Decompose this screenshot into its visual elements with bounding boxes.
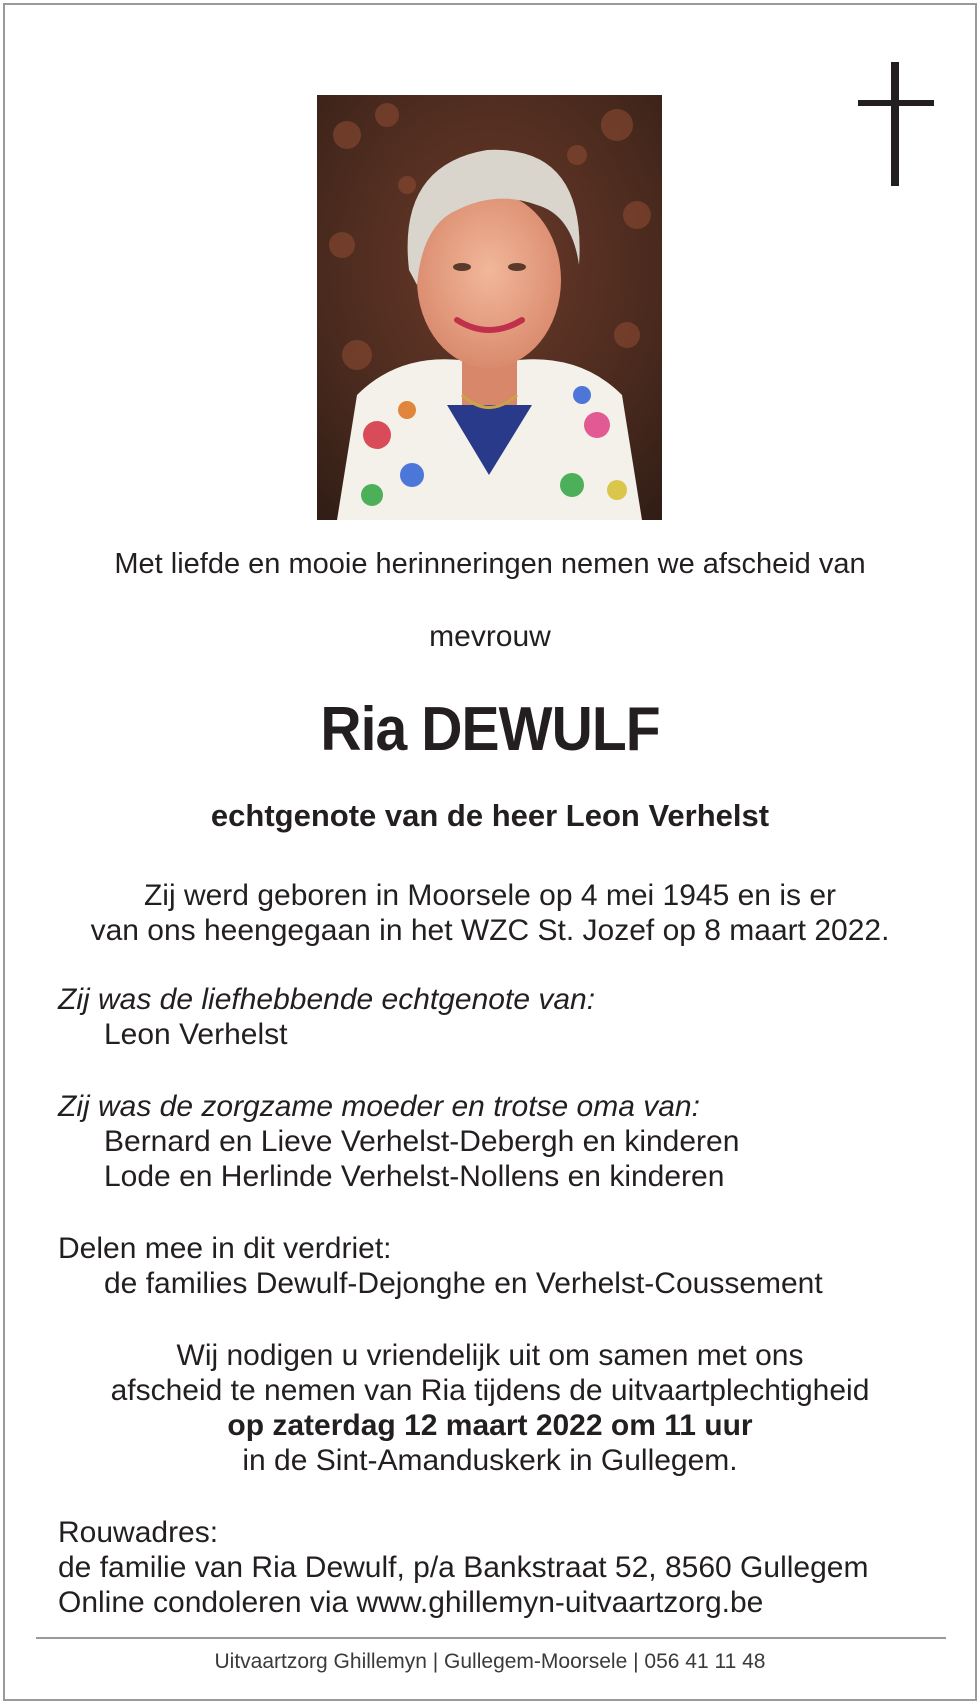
condolence-link[interactable]: Online condoleren via www.ghillemyn-uitvaartzorg.be [58, 1586, 764, 1619]
invitation-line-4: in de Sint-Amanduskerk in Gullegem. [242, 1444, 738, 1477]
funeral-date: op zaterdag 12 maart 2022 om 11 uur [227, 1409, 753, 1442]
children-block [58, 1089, 739, 1194]
deceased-name: Ria DEWULF [320, 695, 660, 764]
list-item: Leon Verhelst [104, 1018, 288, 1051]
invitation-line-2: afscheid te nemen van Ria tijdens de uitvaartplechtigheid [110, 1374, 870, 1407]
address-heading: Rouwadres: [58, 1516, 219, 1549]
invitation [0, 1338, 980, 1478]
intro-text: Met liefde en mooie herinneringen nemen we afscheid van [114, 548, 866, 580]
birth-line-2: van ons heengegaan in het WZC St. Jozef op 8 maart 2022. [90, 914, 890, 947]
children-heading: Zij was de zorgzame moeder en trotse oma van: [58, 1090, 700, 1123]
invitation-line-1: Wij nodigen u vriendelijk uit om samen met ons [176, 1339, 804, 1372]
footer: Uitvaartzorg Ghillemyn | Gullegem-Moorsele | 056 41 11 48 [214, 1650, 766, 1673]
mourning-address [58, 1515, 868, 1620]
cross-icon [858, 62, 934, 186]
list-item: Bernard en Lieve Verhelst-Debergh en kinderen [104, 1125, 740, 1158]
families-block [58, 1231, 823, 1301]
list-item: de families Dewulf-Dejonghe en Verhelst-Coussement [104, 1267, 823, 1300]
salutation: mevrouw [429, 620, 551, 653]
list-item: Lode en Herlinde Verhelst-Nollens en kinderen [104, 1160, 725, 1193]
spouse-heading: Zij was de liefhebbende echtgenote van: [58, 983, 596, 1016]
spouse-block [58, 982, 595, 1052]
portrait-photo [317, 95, 662, 520]
families-heading: Delen mee in dit verdriet: [58, 1232, 392, 1265]
birth-death-text [0, 878, 980, 948]
birth-line-1: Zij werd geboren in Moorsele op 4 mei 1945 en is er [143, 879, 837, 912]
divider [36, 1637, 946, 1639]
spouse-line: echtgenote van de heer Leon Verhelst [210, 798, 770, 833]
address-line: de familie van Ria Dewulf, p/a Bankstraat 52, 8560 Gullegem [58, 1551, 869, 1584]
